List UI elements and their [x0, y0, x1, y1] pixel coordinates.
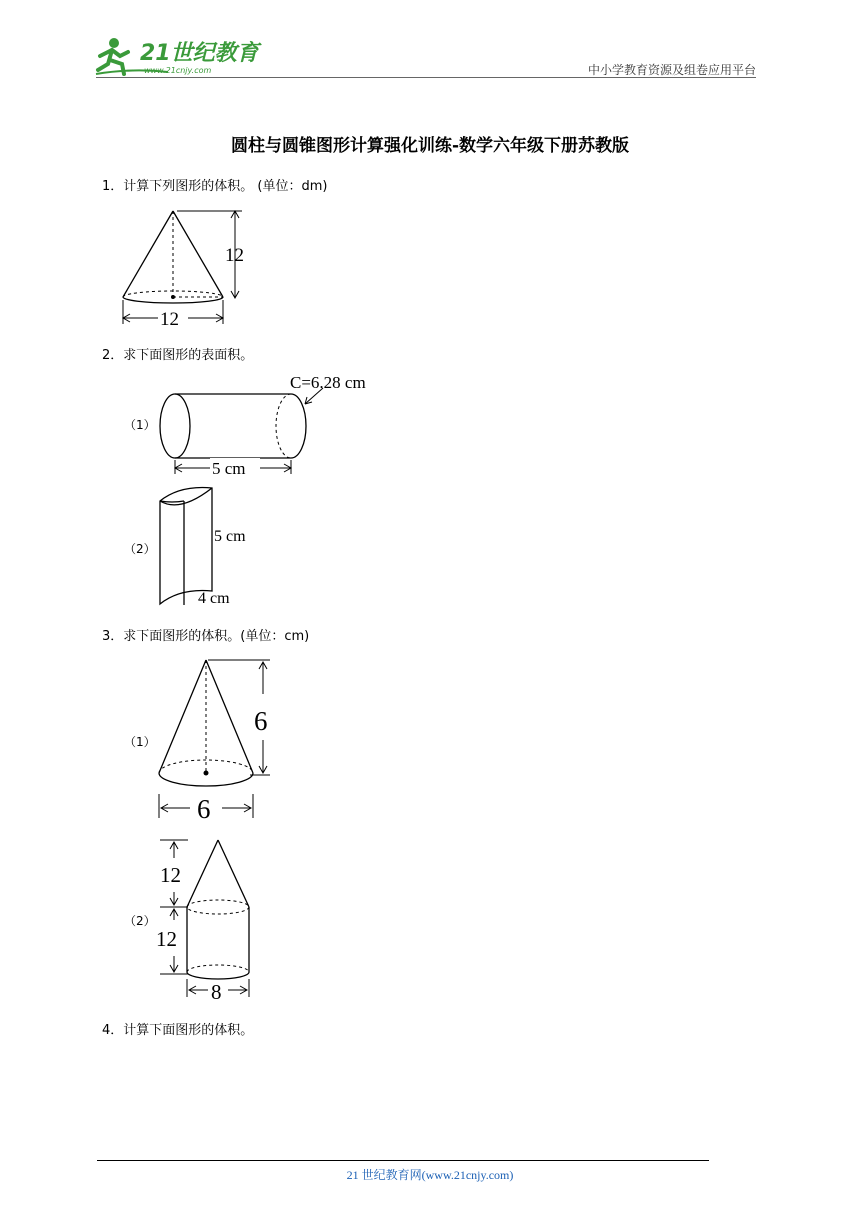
q3-part-1-label: （1）: [124, 735, 156, 749]
q3-composite-figure: [150, 834, 270, 1004]
q3-cone-height-label-2: 12: [160, 863, 181, 887]
site-logo: [92, 34, 262, 80]
q2-length-label: 5 cm: [212, 459, 246, 478]
q2-part-2-label: （2）: [124, 542, 156, 556]
header-divider: [96, 77, 756, 78]
q2-cylinder-figure: [155, 368, 395, 480]
q1-cone-figure: [112, 200, 252, 330]
q3-cylinder-height-label: 12: [156, 927, 177, 951]
q2-half-cylinder-figure: [150, 483, 270, 611]
q3-cylinder-diameter-label: 8: [211, 980, 222, 1004]
document-title: 圆柱与圆锥图形计算强化训练-数学六年级下册苏教版: [230, 136, 630, 156]
q1-height-label: 12: [225, 245, 244, 266]
footer-divider: [97, 1160, 709, 1161]
footer-link[interactable]: 21 世纪教育网(www.21cnjy.com): [346, 1168, 514, 1182]
header-platform-text: 中小学教育资源及组卷应用平台: [587, 63, 756, 77]
q2-height-label: 5 cm: [214, 528, 246, 545]
q2-part-1-label: （1）: [124, 418, 156, 432]
q1-diameter-label: 12: [160, 309, 179, 330]
logo-url: www.21cnjy.com: [144, 66, 212, 75]
q2-circumference-label: C=6.28 cm: [290, 373, 366, 392]
question-3-text: 3．求下面图形的体积。(单位：cm): [102, 629, 310, 644]
q3-cone-diameter-label: 6: [197, 794, 211, 824]
question-1-text: 1．计算下列图形的体积。 (单位：dm): [102, 179, 328, 194]
q3-part-2-label: （2）: [124, 914, 156, 928]
question-2-text: 2．求下面图形的表面积。: [102, 348, 254, 363]
q3-cone-height-label: 6: [254, 706, 268, 736]
question-4-text: 4．计算下面图形的体积。: [102, 1023, 254, 1038]
logo-name: 21世纪教育: [140, 41, 259, 66]
q2-base-label: 4 cm: [198, 590, 230, 607]
q3-cone-figure: [150, 652, 290, 827]
